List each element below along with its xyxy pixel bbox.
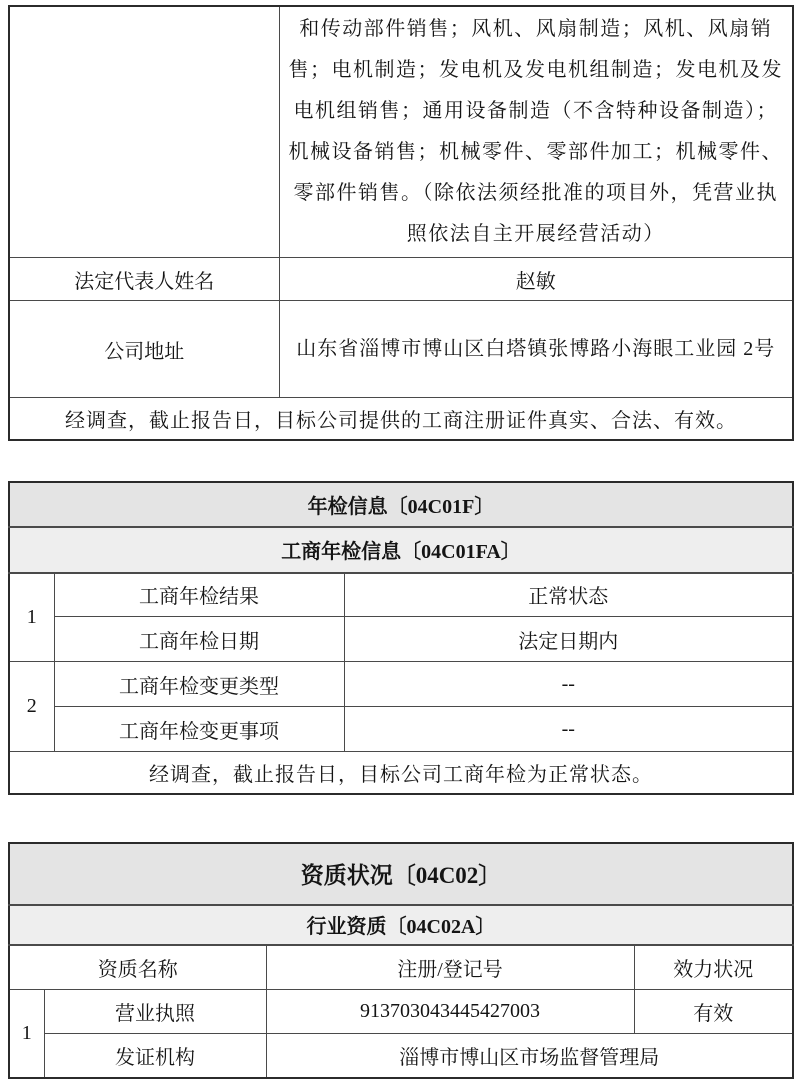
- inspection-date-label: 工商年检日期: [54, 617, 344, 662]
- column-header-validity-status: 效力状况: [634, 945, 793, 990]
- row-number: 1: [9, 990, 44, 1078]
- qualification-name-value: 营业执照: [44, 990, 266, 1034]
- inspection-change-type-label: 工商年检变更类型: [54, 662, 344, 707]
- issuer-value: 淄博市博山区市场监督管理局: [266, 1034, 793, 1078]
- legal-rep-label: 法定代表人姓名: [9, 258, 279, 301]
- group-number: 1: [9, 573, 54, 662]
- company-address-label: 公司地址: [9, 301, 279, 398]
- qualification-table: [8, 842, 794, 1079]
- column-header-registration-number: 注册/登记号: [266, 945, 634, 990]
- annual-inspection-title: 年检信息〔04C01F〕: [9, 482, 793, 527]
- inspection-change-item-label: 工商年检变更事项: [54, 707, 344, 752]
- industry-qualification-subtitle: 行业资质〔04C02A〕: [9, 905, 793, 945]
- annual-inspection-table: [8, 481, 794, 795]
- inspection-result-value: 正常状态: [344, 573, 793, 617]
- legal-rep-value: 赵敏: [279, 258, 793, 301]
- column-header-qualification-name: 资质名称: [9, 945, 266, 990]
- qualification-title: 资质状况〔04C02〕: [9, 843, 793, 905]
- inspection-conclusion: 经调查，截止报告日，目标公司工商年检为正常状态。: [9, 752, 793, 794]
- inspection-change-type-value: --: [344, 662, 793, 707]
- company-registration-table: [8, 5, 794, 441]
- company-address-value: 山东省淄博市博山区白塔镇张博路小海眼工业园 2号: [279, 301, 793, 398]
- business-scope-label-empty-cell: [9, 6, 279, 258]
- section-gap: [8, 441, 792, 481]
- registration-conclusion: 经调查，截止报告日，目标公司提供的工商注册证件真实、合法、有效。: [9, 398, 793, 440]
- inspection-date-value: 法定日期内: [344, 617, 793, 662]
- inspection-result-label: 工商年检结果: [54, 573, 344, 617]
- business-annual-inspection-subtitle: 工商年检信息〔04C01FA〕: [9, 527, 793, 573]
- validity-status-value: 有效: [634, 990, 793, 1034]
- inspection-change-item-value: --: [344, 707, 793, 752]
- section-gap: [8, 795, 792, 842]
- registration-number-value: 913703043445427003: [266, 990, 634, 1034]
- issuer-label: 发证机构: [44, 1034, 266, 1078]
- business-scope-value: 和传动部件销售；风机、风扇制造；风机、风扇销售；电机制造；发电机及发电机组制造；发电机及发电机组销售；通用设备制造（不含特种设备制造）；机械设备销售；机械零件、零部件加工；机械零件、零部件销售。（除依法须经批准的项目外，凭营业执照依法自主开展经营活动）: [279, 6, 793, 258]
- group-number: 2: [9, 662, 54, 752]
